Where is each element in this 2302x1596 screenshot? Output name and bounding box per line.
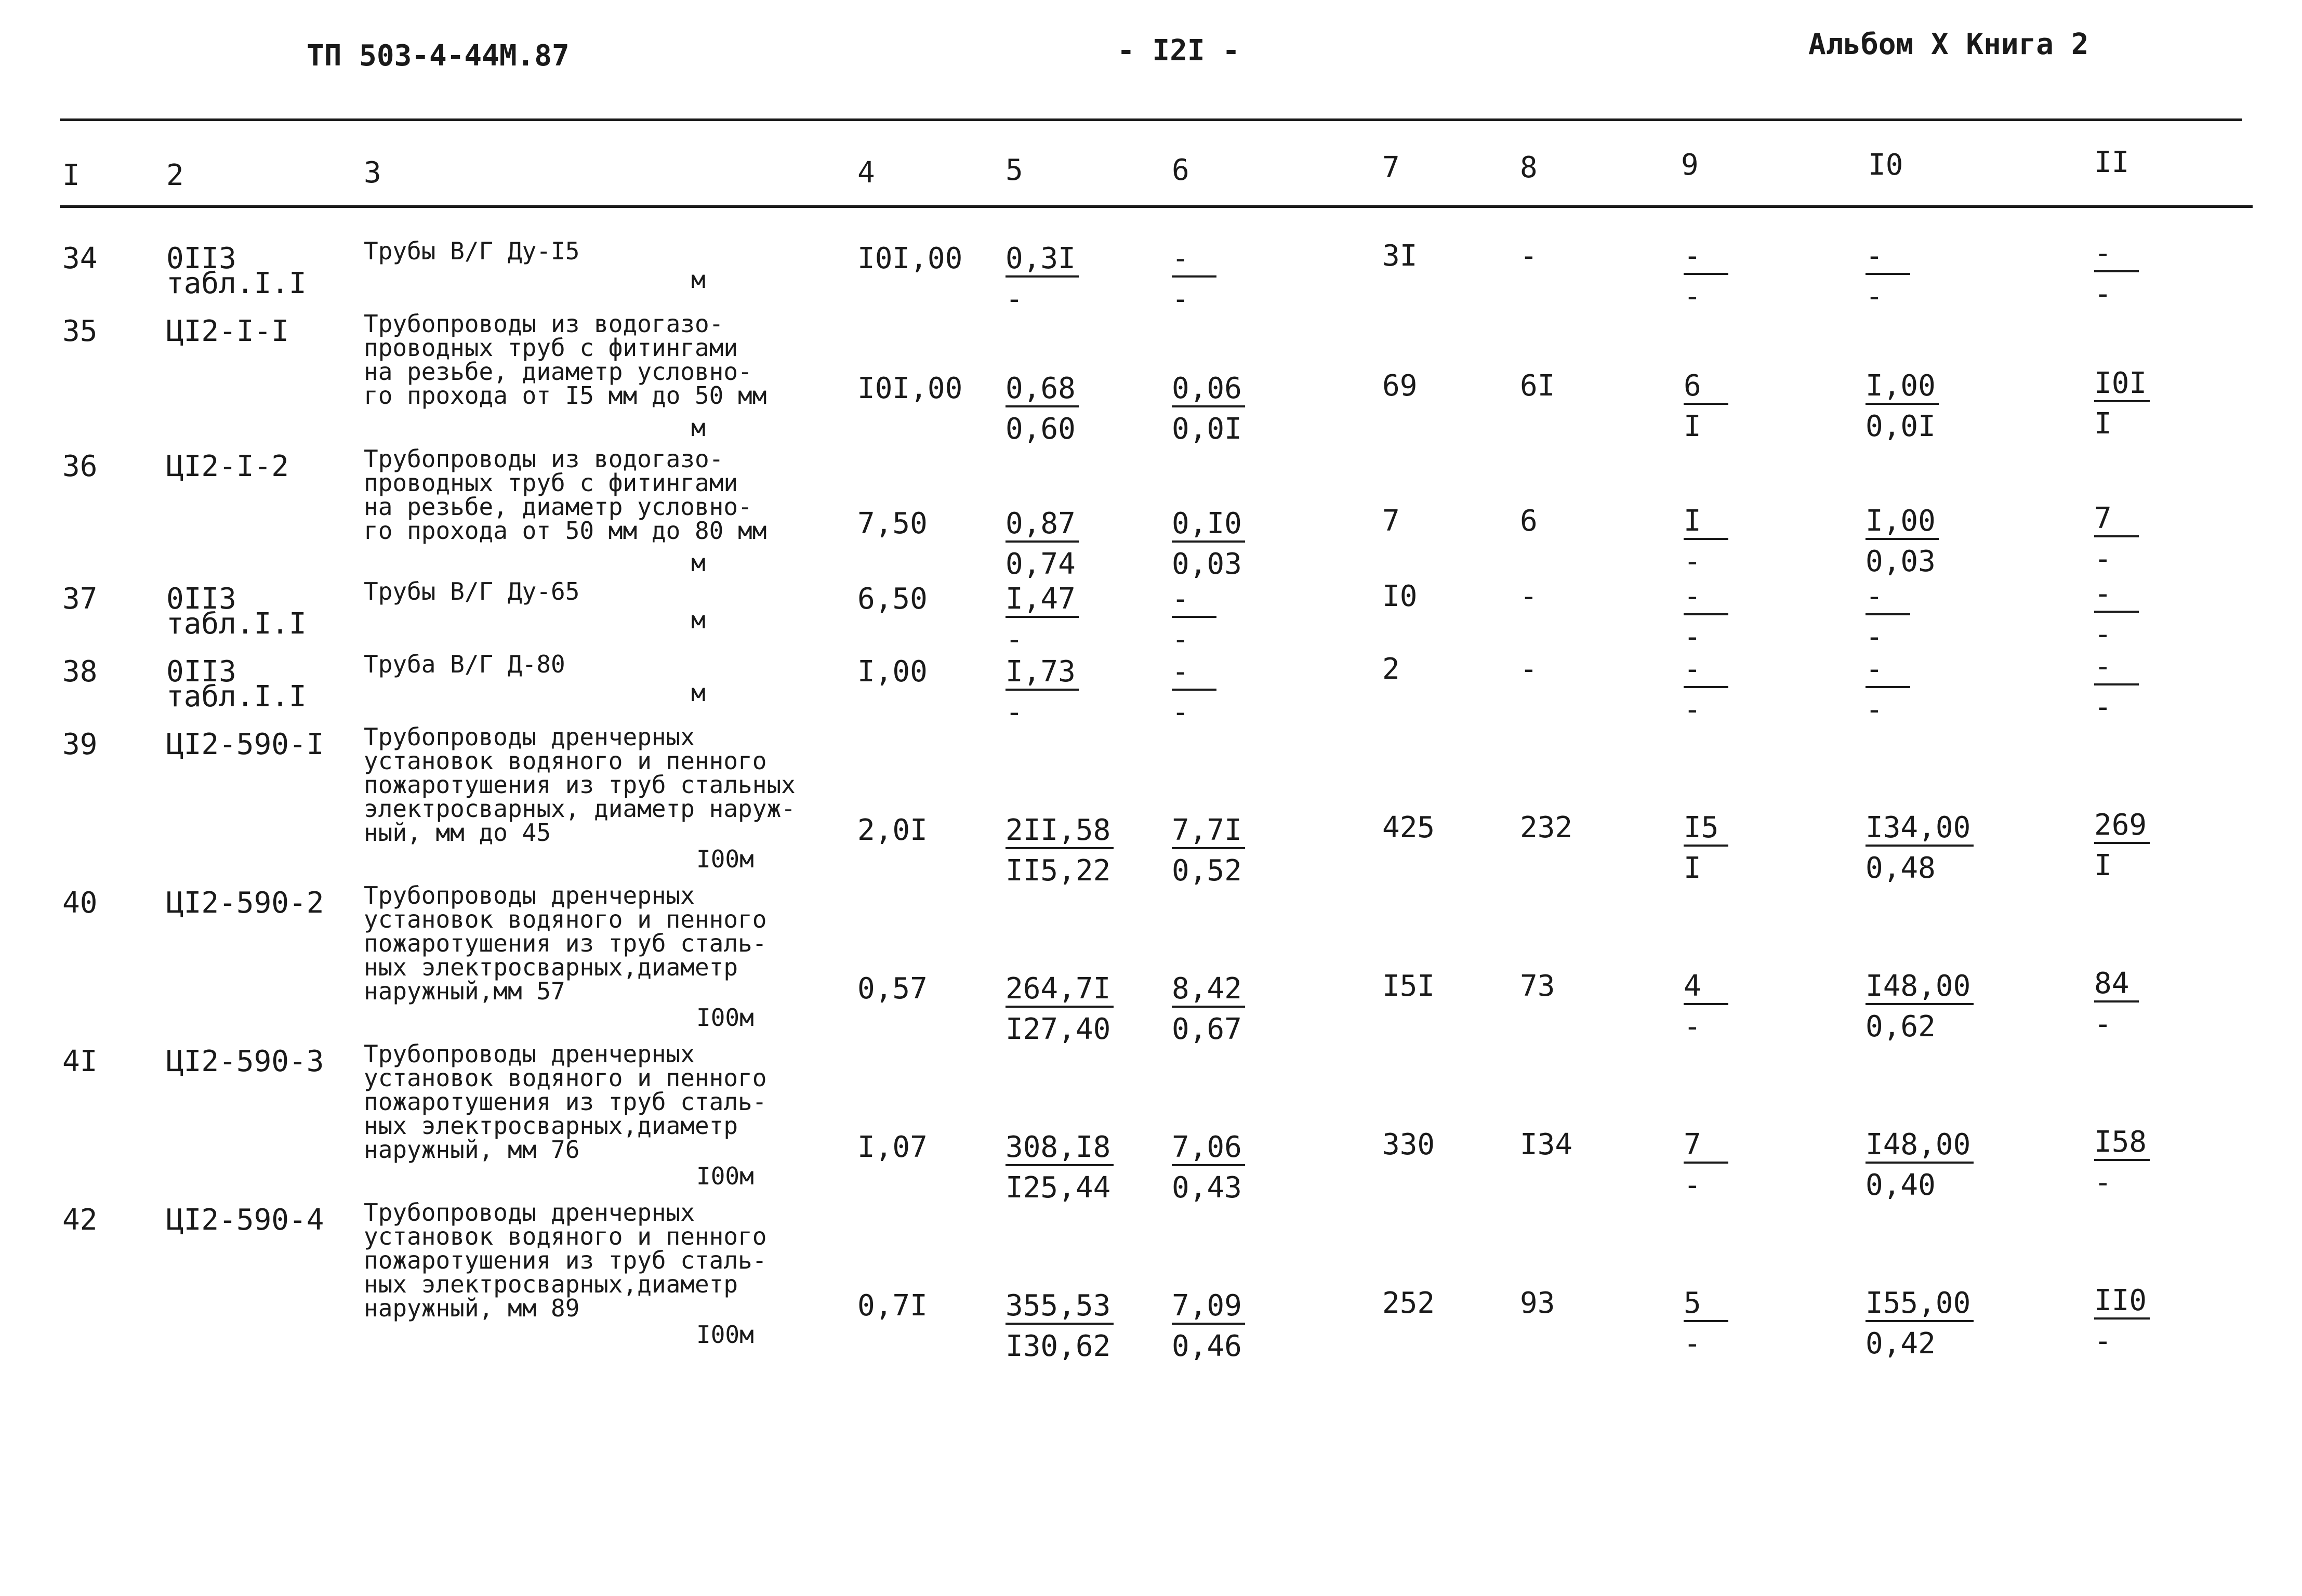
col11-value-bottom: I: [2094, 849, 2112, 882]
row-code: ЦI2-590-2: [166, 886, 324, 920]
description-line: го прохода от 50 мм до 80 мм: [364, 517, 767, 545]
col10-value-top: -: [1866, 655, 1910, 688]
row-code: табл.I.I: [166, 607, 307, 641]
col10-value-top: I48,00: [1866, 1130, 1974, 1164]
description-line: Трубопроводы из водогазо-: [364, 310, 724, 338]
col6-value: [1172, 1130, 1286, 1205]
row-number: 42: [62, 1203, 98, 1237]
col6-value-bottom: -: [1172, 695, 1189, 729]
col7-value: 69: [1382, 369, 1418, 403]
col5-value-top: 355,53: [1006, 1291, 1114, 1325]
col7-value: I5I: [1382, 969, 1435, 1003]
col10-value-bottom: 0,40: [1866, 1168, 1936, 1202]
col4-value: I,07: [857, 1130, 928, 1164]
col8-value: 6: [1520, 504, 1538, 538]
row-unit: м: [691, 679, 706, 707]
col9-value-bottom: -: [1684, 693, 1701, 727]
description-line: проводных труб с фитингами: [364, 334, 738, 362]
row-code: 0II3: [166, 582, 236, 616]
col9-value-bottom: -: [1684, 1168, 1701, 1202]
col6-value: [1172, 244, 1286, 314]
description-line: пожаротушения из труб сталь-: [364, 1088, 767, 1116]
description-line: Трубы В/Г Ду-I5: [364, 237, 580, 265]
col5-value-bottom: -: [1006, 623, 1023, 656]
col7-value: 3I: [1382, 239, 1418, 273]
col4-value: 2,0I: [857, 813, 928, 847]
col11-value-top: 7: [2094, 504, 2139, 537]
col6-value-top: 8,42: [1172, 974, 1245, 1008]
col10-value-bottom: -: [1866, 620, 1883, 654]
row-number: 34: [62, 242, 98, 275]
row-unit: I00м: [696, 845, 754, 873]
col10-value: [1866, 969, 1980, 1044]
row-description: [364, 883, 766, 1003]
column-number: 2: [166, 159, 184, 192]
col10-value-top: I,00: [1866, 372, 1939, 405]
col10-value-bottom: 0,42: [1866, 1327, 1936, 1361]
album-label: Альбом X Книга 2: [1808, 28, 2089, 61]
column-number: I: [62, 159, 80, 192]
col11-value-bottom: I: [2094, 407, 2112, 441]
col6-value-top: 7,7I: [1172, 816, 1245, 849]
col10-value-bottom: 0,62: [1866, 1010, 1936, 1044]
col9-value-top: I5: [1684, 813, 1728, 847]
col10-value-bottom: -: [1866, 693, 1883, 727]
description-line: Трубопроводы дренчерных: [364, 1040, 695, 1068]
column-number: 4: [857, 156, 875, 190]
row-description: [364, 652, 565, 676]
col11-value: [2094, 1125, 2208, 1199]
col11-value-top: -: [2094, 239, 2139, 272]
col9-value-bottom: -: [1684, 1327, 1701, 1361]
description-line: Трубопроводы дренчерных: [364, 881, 695, 909]
col10-value-bottom: -: [1866, 280, 1883, 313]
description-line: на резьбе, диаметр условно-: [364, 358, 752, 386]
col10-value-bottom: 0,0I: [1866, 410, 1936, 443]
col9-value: [1684, 813, 1798, 883]
col6-value-bottom: -: [1172, 623, 1189, 656]
row-code: табл.I.I: [166, 267, 307, 300]
col5-value-top: 2II,58: [1006, 816, 1114, 849]
col6-value-top: 0,06: [1172, 374, 1245, 407]
col5-value-bottom: 0,74: [1006, 547, 1076, 581]
col9-value: [1684, 652, 1798, 727]
col9-value: [1684, 239, 1798, 313]
col8-value: 73: [1520, 969, 1555, 1003]
doc-code: ТП 503-4-44М.87: [307, 39, 570, 73]
col10-value: [1866, 579, 1980, 654]
col4-value: I0I,00: [857, 372, 963, 405]
col5-value-top: I,47: [1006, 585, 1079, 618]
row-description: [364, 310, 767, 410]
col11-value-top: I58: [2094, 1128, 2150, 1161]
col5-value: [1006, 1291, 1120, 1361]
col9-value-bottom: -: [1684, 545, 1701, 578]
col6-value: [1172, 582, 1286, 656]
col8-value: 93: [1520, 1286, 1555, 1320]
description-line: ных электросварных,диаметр: [364, 1112, 738, 1140]
description-line: Трубопроводы дренчерных: [364, 723, 695, 751]
col9-value-top: -: [1684, 655, 1728, 688]
col7-value: 330: [1382, 1128, 1435, 1162]
col11-value: [2094, 1286, 2208, 1356]
col9-value-top: 6: [1684, 372, 1728, 405]
description-line: электросварных, диаметр наруж-: [364, 795, 796, 823]
col9-value-bottom: -: [1684, 280, 1701, 313]
col6-value: [1172, 813, 1286, 888]
col9-value: [1684, 1130, 1798, 1200]
column-number: I0: [1868, 148, 1903, 182]
col11-value: [2094, 808, 2208, 882]
col9-value: [1684, 504, 1798, 578]
description-line: пожаротушения из труб стальных: [364, 771, 796, 799]
col6-value-bottom: 0,52: [1172, 854, 1242, 888]
col11-value: [2094, 236, 2208, 311]
column-number: 8: [1520, 151, 1538, 184]
col6-value-top: 7,06: [1172, 1133, 1245, 1166]
row-code: ЦI2-590-3: [166, 1045, 324, 1078]
col10-value-top: I48,00: [1866, 972, 1974, 1005]
col5-value: [1006, 374, 1120, 444]
col6-value-top: -: [1172, 244, 1216, 278]
col11-value: [2094, 504, 2208, 574]
description-line: го прохода от I5 мм до 50 мм: [364, 381, 767, 410]
col7-value: I0: [1382, 579, 1418, 613]
col8-value: -: [1520, 579, 1538, 613]
col9-value-bottom: -: [1684, 620, 1701, 654]
description-line: Трубы В/Г Ду-65: [364, 577, 580, 605]
col5-value: [1006, 1130, 1120, 1205]
row-code: ЦI2-590-I: [166, 728, 324, 761]
col4-value: I,00: [857, 655, 928, 689]
col6-value-top: 7,09: [1172, 1291, 1245, 1325]
description-line: наружный, мм 89: [364, 1294, 580, 1322]
col11-value-bottom: -: [2094, 617, 2112, 651]
col5-value-top: 308,I8: [1006, 1133, 1114, 1166]
col6-value: [1172, 974, 1286, 1044]
col7-value: 425: [1382, 811, 1435, 845]
col11-value-bottom: -: [2094, 1166, 2112, 1199]
col4-value: I0I,00: [857, 242, 963, 275]
col5-value-bottom: I27,40: [1006, 1012, 1111, 1046]
column-number: 9: [1681, 148, 1699, 182]
description-line: установок водяного и пенного: [364, 905, 767, 933]
column-number: 6: [1172, 153, 1189, 187]
row-number: 37: [62, 582, 98, 616]
row-unit: м: [691, 549, 706, 577]
col11-value-bottom: -: [2094, 277, 2112, 311]
col7-value: 7: [1382, 504, 1400, 538]
col11-value-top: 84: [2094, 969, 2139, 1003]
row-unit: м: [691, 266, 706, 294]
col5-value: [1006, 509, 1120, 579]
col9-value-bottom: -: [1684, 1010, 1701, 1044]
col10-value: [1866, 239, 1980, 313]
col5-value-top: I,73: [1006, 657, 1079, 691]
description-line: ных электросварных,диаметр: [364, 953, 738, 981]
header-rule: [60, 205, 2253, 208]
col11-value-top: 269: [2094, 811, 2150, 844]
col6-value: [1172, 1291, 1286, 1361]
col6-value-bottom: 0,03: [1172, 547, 1242, 581]
row-code: ЦI2-I-I: [166, 314, 289, 348]
row-number: 40: [62, 886, 98, 920]
col10-value: [1866, 1130, 1980, 1200]
col9-value: [1684, 369, 1798, 443]
row-number: 39: [62, 728, 98, 761]
column-number: 3: [364, 156, 381, 190]
description-line: пожаротушения из труб сталь-: [364, 929, 767, 957]
col5-value: [1006, 657, 1120, 727]
col11-value-bottom: -: [2094, 542, 2112, 576]
row-number: 38: [62, 655, 98, 689]
description-line: установок водяного и пенного: [364, 1064, 767, 1092]
col5-value-top: 0,87: [1006, 509, 1079, 543]
col5-value-bottom: -: [1006, 282, 1023, 316]
description-line: установок водяного и пенного: [364, 1222, 767, 1250]
description-line: пожаротушения из труб сталь-: [364, 1246, 767, 1274]
description-line: установок водяного и пенного: [364, 747, 767, 775]
col9-value-top: -: [1684, 242, 1728, 275]
col9-value: [1684, 969, 1798, 1044]
row-unit: м: [691, 606, 706, 634]
col8-value: 232: [1520, 811, 1573, 845]
col5-value-bottom: II5,22: [1006, 854, 1111, 888]
col4-value: 0,57: [857, 972, 928, 1006]
row-description: [364, 725, 796, 845]
row-code: ЦI2-590-4: [166, 1203, 324, 1237]
col10-value-bottom: 0,48: [1866, 851, 1936, 885]
row-description: [364, 239, 579, 263]
row-unit: м: [691, 414, 706, 442]
col7-value: 2: [1382, 652, 1400, 686]
col6-value-top: -: [1172, 657, 1216, 691]
col5-value: [1006, 582, 1120, 656]
col6-value-top: 0,I0: [1172, 509, 1245, 543]
col11-value: [2094, 579, 2208, 649]
col5-value: [1006, 974, 1120, 1044]
col5-value-top: 264,7I: [1006, 974, 1114, 1008]
col11-value-top: -: [2094, 652, 2139, 685]
col10-value: [1866, 813, 1980, 883]
column-number: 5: [1006, 153, 1023, 187]
col5-value-bottom: I30,62: [1006, 1329, 1111, 1363]
col11-value-bottom: -: [2094, 690, 2112, 724]
col5-value: [1006, 244, 1120, 314]
row-code: 0II3: [166, 655, 236, 689]
row-code: 0II3: [166, 242, 236, 275]
col4-value: 7,50: [857, 507, 928, 540]
description-line: Трубопроводы дренчерных: [364, 1198, 695, 1226]
description-line: ный, мм до 45: [364, 819, 551, 847]
col5-value-top: 0,68: [1006, 374, 1079, 407]
col10-value-top: -: [1866, 582, 1910, 615]
description-line: Трубопроводы из водогазо-: [364, 445, 724, 473]
col10-value: [1866, 652, 1980, 727]
col9-value-bottom: I: [1684, 410, 1701, 443]
description-line: на резьбе, диаметр условно-: [364, 493, 752, 521]
col10-value: [1866, 504, 1980, 578]
col6-value: [1172, 374, 1286, 444]
col8-value: I34: [1520, 1128, 1573, 1162]
col10-value-bottom: 0,03: [1866, 545, 1936, 578]
col9-value-top: 4: [1684, 972, 1728, 1005]
row-description: [364, 1198, 767, 1322]
col11-value-bottom: -: [2094, 1007, 2112, 1041]
col8-value: -: [1520, 239, 1538, 273]
col6-value: [1172, 509, 1286, 579]
col6-value-bottom: 0,43: [1172, 1171, 1242, 1205]
col6-value-bottom: -: [1172, 282, 1189, 316]
col11-value: [2094, 366, 2208, 441]
description-line: наружный,мм 57: [364, 977, 565, 1005]
row-code: ЦI2-I-2: [166, 450, 289, 483]
row-number: 4I: [62, 1045, 98, 1078]
col6-value-bottom: 0,0I: [1172, 412, 1242, 446]
col6-value-bottom: 0,67: [1172, 1012, 1242, 1046]
col6-value: [1172, 657, 1286, 727]
col10-value: [1866, 1286, 1980, 1361]
col9-value: [1684, 579, 1798, 654]
col11-value: [2094, 969, 2208, 1039]
row-description: [364, 1042, 766, 1162]
col11-value-top: I0I: [2094, 369, 2150, 402]
col7-value: 252: [1382, 1286, 1435, 1320]
col10-value-top: I,00: [1866, 507, 1939, 540]
col8-value: -: [1520, 652, 1538, 686]
row-code: табл.I.I: [166, 680, 307, 714]
col9-value: [1684, 1286, 1798, 1361]
col4-value: 6,50: [857, 582, 928, 616]
column-number: 7: [1382, 151, 1400, 184]
column-number: II: [2094, 146, 2129, 179]
description-line: проводных труб с фитингами: [364, 469, 738, 497]
col10-value: [1866, 369, 1980, 443]
col6-value-top: -: [1172, 585, 1216, 618]
col10-value-top: I55,00: [1866, 1289, 1974, 1322]
col11-value-bottom: -: [2094, 1324, 2112, 1358]
row-number: 36: [62, 450, 98, 483]
description-line: Труба В/Г Д-80: [364, 650, 565, 678]
description-line: ных электросварных,диаметр: [364, 1270, 738, 1298]
col11-value-top: II0: [2094, 1286, 2150, 1320]
col9-value-top: 7: [1684, 1130, 1728, 1164]
col10-value-top: I34,00: [1866, 813, 1974, 847]
row-unit: I00м: [696, 1321, 754, 1349]
col9-value-top: I: [1684, 507, 1728, 540]
col11-value-top: -: [2094, 579, 2139, 613]
col9-value-bottom: I: [1684, 851, 1701, 885]
col5-value-bottom: -: [1006, 695, 1023, 729]
row-unit: I00м: [696, 1162, 754, 1190]
row-number: 35: [62, 314, 98, 348]
page-number: - I2I -: [1117, 34, 1240, 68]
row-unit: I00м: [696, 1004, 754, 1032]
col5-value-bottom: I25,44: [1006, 1171, 1111, 1205]
row-description: [364, 579, 579, 603]
col11-value: [2094, 652, 2208, 722]
col10-value-top: -: [1866, 242, 1910, 275]
col4-value: 0,7I: [857, 1289, 928, 1323]
col9-value-top: 5: [1684, 1289, 1728, 1322]
top-rule: [60, 118, 2242, 121]
row-description: [364, 447, 766, 543]
col8-value: 6I: [1520, 369, 1555, 403]
col6-value-bottom: 0,46: [1172, 1329, 1242, 1363]
col9-value-top: -: [1684, 582, 1728, 615]
description-line: наружный, мм 76: [364, 1136, 580, 1164]
col5-value-bottom: 0,60: [1006, 412, 1076, 446]
col5-value: [1006, 813, 1120, 888]
col5-value-top: 0,3I: [1006, 244, 1079, 278]
